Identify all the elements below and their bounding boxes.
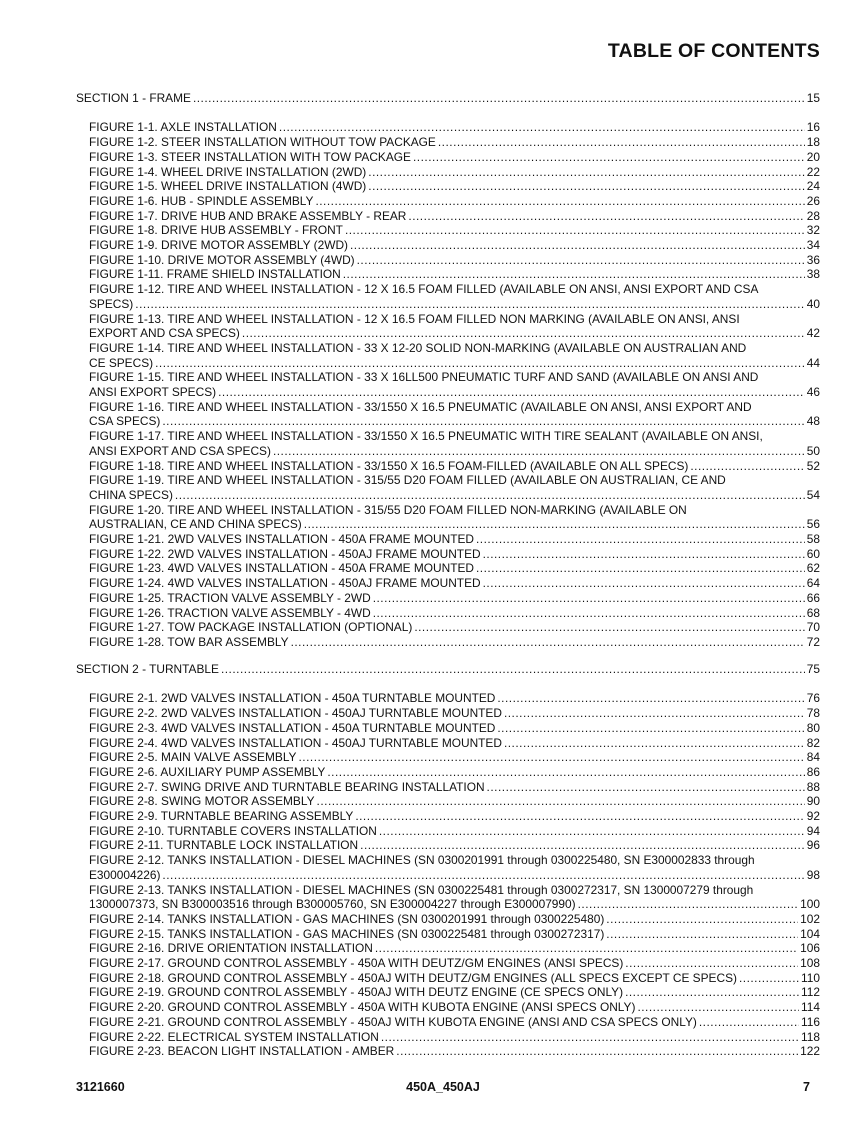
toc-entry[interactable] — [76, 1044, 820, 1059]
entry-continuation — [89, 326, 820, 341]
entry-page: 106 — [800, 941, 820, 956]
section-heading[interactable] — [76, 91, 820, 106]
entry-continuation — [89, 356, 820, 371]
entry-title: FIGURE 2-17. GROUND CONTROL ASSEMBLY - 450A WITH DEUTZ/GM ENGINES (ANSI SPECS) — [89, 956, 624, 971]
entry-page: 108 — [800, 956, 820, 971]
entry-page: 94 — [806, 823, 820, 838]
toc-entry[interactable] — [76, 721, 820, 736]
entry-title: FIGURE 1-16. TIRE AND WHEEL INSTALLATION - 33/1550 X 16.5 PNEUMATIC (AVAILABLE ON ANSI, ANSI EXPORT AND — [89, 399, 752, 414]
entry-title-cont: E300004226) — [89, 867, 161, 882]
entry-title: FIGURE 2-13. TANKS INSTALLATION - DIESEL MACHINES (SN 0300225481 through 0300272317, SN 1300007279 through — [89, 882, 754, 897]
leader-dots — [162, 868, 804, 883]
leader-dots — [625, 956, 798, 971]
toc-entry[interactable] — [76, 736, 820, 751]
leader-dots — [350, 238, 805, 253]
entry-title: FIGURE 2-19. GROUND CONTROL ASSEMBLY - 450AJ WITH DEUTZ ENGINE (CE SPECS ONLY) — [89, 985, 624, 1000]
leader-dots — [578, 897, 799, 912]
leader-dots — [373, 606, 805, 621]
entry-page: 98 — [806, 867, 820, 882]
leader-dots — [381, 1030, 799, 1045]
entry-page: 70 — [806, 620, 820, 635]
toc-entry[interactable] — [76, 150, 820, 165]
entry-page: 56 — [806, 517, 820, 532]
leader-dots — [345, 223, 805, 238]
leader-dots — [299, 750, 805, 765]
entry-title: FIGURE 1-12. TIRE AND WHEEL INSTALLATION - 12 X 16.5 FOAM FILLED (AVAILABLE ON ANSI, ANSI EXPORT AND CSA — [89, 282, 759, 297]
entry-title-cont: EXPORT AND CSA SPECS) — [89, 326, 240, 341]
entry-continuation — [89, 385, 820, 400]
entry-title: FIGURE 2-14. TANKS INSTALLATION - GAS MACHINES (SN 0300201991 through 0300225480) — [89, 911, 605, 926]
entry-title: FIGURE 1-20. TIRE AND WHEEL INSTALLATION - 315/55 D20 FOAM FILLED NON-MARKING (AVAILABLE ON — [89, 502, 687, 517]
leader-dots — [476, 532, 805, 547]
leader-dots — [379, 824, 805, 839]
entry-page: 24 — [806, 179, 820, 194]
entry-page: 114 — [801, 1000, 820, 1015]
entry-title: FIGURE 2-12. TANKS INSTALLATION - DIESEL MACHINES (SN 0300201991 through 0300225480, SN E300002833 through — [89, 853, 755, 868]
entry-page: 40 — [806, 296, 820, 311]
toc-entry[interactable] — [76, 473, 820, 502]
entry-page: 90 — [806, 794, 820, 809]
leader-dots — [414, 620, 804, 635]
entry-title: FIGURE 2-7. SWING DRIVE AND TURNTABLE BEARING INSTALLATION — [89, 779, 485, 794]
entry-title: FIGURE 2-21. GROUND CONTROL ASSEMBLY - 450AJ WITH KUBOTA ENGINE (ANSI AND CSA SPECS ONLY) — [89, 1014, 697, 1029]
entry-page: 44 — [806, 355, 820, 370]
entry-page: 112 — [801, 985, 820, 1000]
entry-title: FIGURE 1-11. FRAME SHIELD INSTALLATION — [89, 267, 341, 282]
toc-entry[interactable] — [76, 591, 820, 606]
leader-dots — [606, 927, 798, 942]
leader-dots — [315, 194, 804, 209]
entry-title: FIGURE 2-9. TURNTABLE BEARING ASSEMBLY — [89, 809, 354, 824]
leader-dots — [739, 971, 799, 986]
toc-entry[interactable] — [76, 179, 820, 194]
entry-page: 42 — [806, 326, 820, 341]
entry-continuation — [89, 414, 820, 429]
leader-dots — [317, 794, 805, 809]
entry-page: 80 — [806, 720, 820, 735]
entry-page: 36 — [806, 252, 820, 267]
leader-dots — [242, 326, 805, 341]
leader-dots — [273, 444, 805, 459]
entry-page: 62 — [806, 561, 820, 576]
entry-page: 16 — [806, 120, 820, 135]
entry-title: FIGURE 2-8. SWING MOTOR ASSEMBLY — [89, 794, 315, 809]
entry-title: FIGURE 2-6. AUXILIARY PUMP ASSEMBLY — [89, 764, 326, 779]
entry-title: FIGURE 1-3. STEER INSTALLATION WITH TOW PACKAGE — [89, 149, 411, 164]
entry-title: FIGURE 1-15. TIRE AND WHEEL INSTALLATION - 33 X 16LL500 PNEUMATIC TURF AND SAND (AVAILABLE ON ANSI AND — [89, 370, 759, 385]
toc-entry[interactable] — [76, 253, 820, 268]
leader-dots — [483, 576, 805, 591]
entry-page: 38 — [806, 267, 820, 282]
section-heading[interactable] — [76, 662, 820, 677]
entry-page: 34 — [806, 238, 820, 253]
toc-entry[interactable] — [76, 985, 820, 1000]
leader-dots — [487, 780, 805, 795]
toc-entry[interactable] — [76, 282, 820, 311]
entry-title: FIGURE 1-5. WHEEL DRIVE INSTALLATION (4WD) — [89, 179, 367, 194]
toc-entry[interactable] — [76, 429, 820, 458]
entry-title: FIGURE 1-21. 2WD VALVES INSTALLATION - 450A FRAME MOUNTED — [89, 532, 474, 547]
toc-entry[interactable] — [76, 532, 820, 547]
entry-page: 64 — [806, 576, 820, 591]
leader-dots — [637, 1000, 799, 1015]
leader-dots — [497, 721, 804, 736]
toc-entry[interactable] — [76, 561, 820, 576]
entry-page: 48 — [806, 414, 820, 429]
entry-page: 100 — [800, 897, 820, 912]
entry-page: 92 — [806, 809, 820, 824]
entry-title-cont: CHINA SPECS) — [89, 487, 173, 502]
toc-entry[interactable] — [76, 780, 820, 795]
leader-dots — [408, 209, 804, 224]
leader-dots — [175, 488, 805, 503]
entry-title: FIGURE 2-23. BEACON LIGHT INSTALLATION - AMBER — [89, 1044, 395, 1059]
leader-dots — [396, 1044, 798, 1059]
entry-title: FIGURE 1-19. TIRE AND WHEEL INSTALLATION - 315/55 D20 FOAM FILLED (AVAILABLE ON AUSTRALIAN, CE AND — [89, 473, 726, 488]
entry-continuation — [89, 488, 820, 503]
entry-page: 118 — [801, 1029, 820, 1044]
entry-title: FIGURE 1-18. TIRE AND WHEEL INSTALLATION - 33/1550 X 16.5 FOAM-FILLED (AVAILABLE ON ALL SPECS) — [89, 458, 689, 473]
entry-title-cont: AUSTRALIAN, CE AND CHINA SPECS) — [89, 517, 302, 532]
entry-title: FIGURE 1-2. STEER INSTALLATION WITHOUT TOW PACKAGE — [89, 135, 436, 150]
section-page: 75 — [806, 662, 820, 676]
toc-entry[interactable] — [76, 370, 820, 399]
toc-entry[interactable] — [76, 267, 820, 282]
entry-title: FIGURE 1-25. TRACTION VALVE ASSEMBLY - 2WD — [89, 590, 371, 605]
model-name: 450A_450AJ — [406, 1080, 480, 1094]
entry-title: FIGURE 2-22. ELECTRICAL SYSTEM INSTALLATION — [89, 1029, 379, 1044]
leader-dots — [357, 253, 805, 268]
entry-page: 86 — [806, 764, 820, 779]
leader-dots — [327, 765, 804, 780]
entry-page: 20 — [806, 149, 820, 164]
entry-page: 60 — [806, 546, 820, 561]
toc-entry[interactable] — [76, 706, 820, 721]
section-title: SECTION 2 - TURNTABLE — [76, 662, 219, 676]
entry-page: 84 — [806, 750, 820, 765]
leader-dots — [497, 691, 804, 706]
entry-continuation — [89, 444, 820, 459]
leader-dots — [360, 838, 805, 853]
entry-page: 46 — [806, 385, 820, 400]
entry-title: FIGURE 1-22. 2WD VALVES INSTALLATION - 450AJ FRAME MOUNTED — [89, 546, 481, 561]
leader-dots — [699, 1015, 799, 1030]
entry-page: 122 — [800, 1044, 820, 1059]
entry-continuation — [89, 517, 820, 532]
entry-title: FIGURE 2-11. TURNTABLE LOCK INSTALLATION — [89, 838, 359, 853]
toc-section-1 — [76, 91, 820, 650]
section-title: SECTION 1 - FRAME — [76, 91, 191, 105]
entry-title: FIGURE 1-24. 4WD VALVES INSTALLATION - 450AJ FRAME MOUNTED — [89, 576, 481, 591]
leader-dots — [218, 385, 805, 400]
leader-dots — [504, 706, 805, 721]
entry-page: 32 — [806, 223, 820, 238]
leader-dots — [413, 150, 805, 165]
entry-title: FIGURE 1-7. DRIVE HUB AND BRAKE ASSEMBLY - REAR — [89, 208, 407, 223]
toc-entry[interactable] — [76, 312, 820, 341]
toc-entry[interactable] — [76, 223, 820, 238]
toc-entry[interactable] — [76, 165, 820, 180]
toc-entry[interactable] — [76, 238, 820, 253]
document-number: 3121660 — [76, 1080, 125, 1094]
toc-entry[interactable] — [76, 620, 820, 635]
entry-page: 102 — [800, 911, 820, 926]
toc-entry[interactable] — [76, 400, 820, 429]
toc-entry[interactable] — [76, 1030, 820, 1045]
section-page: 15 — [806, 91, 820, 105]
toc-entry[interactable] — [76, 120, 820, 135]
entry-title: FIGURE 1-4. WHEEL DRIVE INSTALLATION (2WD) — [89, 164, 367, 179]
toc-entry[interactable] — [76, 1000, 820, 1015]
entry-title: FIGURE 1-6. HUB - SPINDLE ASSEMBLY — [89, 193, 314, 208]
toc-entry[interactable] — [76, 606, 820, 621]
entry-title: FIGURE 1-27. TOW PACKAGE INSTALLATION (OPTIONAL) — [89, 620, 413, 635]
toc-entry[interactable] — [76, 1015, 820, 1030]
entry-page: 68 — [806, 605, 820, 620]
page-title: TABLE OF CONTENTS — [607, 40, 820, 62]
toc-entry[interactable] — [76, 883, 820, 912]
entry-title: FIGURE 2-2. 2WD VALVES INSTALLATION - 450AJ TURNTABLE MOUNTED — [89, 706, 502, 721]
entry-title-cont: ANSI EXPORT AND CSA SPECS) — [89, 443, 271, 458]
entry-title-cont: ANSI EXPORT SPECS) — [89, 385, 217, 400]
entry-title: FIGURE 2-10. TURNTABLE COVERS INSTALLATION — [89, 823, 377, 838]
entry-page: 22 — [806, 164, 820, 179]
entry-page: 50 — [806, 443, 820, 458]
toc-entry[interactable] — [76, 765, 820, 780]
toc-entry[interactable] — [76, 927, 820, 942]
entry-title: FIGURE 1-13. TIRE AND WHEEL INSTALLATION - 12 X 16.5 FOAM FILLED NON MARKING (AVAILABLE ON ANSI, ANSI — [89, 311, 740, 326]
leader-dots — [279, 120, 805, 135]
entry-page: 28 — [806, 208, 820, 223]
entry-title: FIGURE 1-8. DRIVE HUB ASSEMBLY - FRONT — [89, 223, 343, 238]
leader-dots — [343, 267, 805, 282]
entry-title: FIGURE 2-15. TANKS INSTALLATION - GAS MACHINES (SN 0300225481 through 0300272317) — [89, 926, 605, 941]
leader-dots — [625, 985, 799, 1000]
entry-title-cont: SPECS) — [89, 296, 134, 311]
toc-entry[interactable] — [76, 135, 820, 150]
leader-dots — [162, 414, 804, 429]
toc-entry[interactable] — [76, 941, 820, 956]
entry-page: 72 — [806, 635, 820, 649]
entry-continuation — [89, 868, 820, 883]
leader-dots — [368, 165, 805, 180]
entry-page: 110 — [801, 970, 820, 985]
entry-continuation — [89, 897, 820, 912]
entry-title: FIGURE 1-23. 4WD VALVES INSTALLATION - 450A FRAME MOUNTED — [89, 561, 474, 576]
entry-title: FIGURE 2-4. 4WD VALVES INSTALLATION - 450AJ TURNTABLE MOUNTED — [89, 735, 502, 750]
entry-page: 82 — [806, 735, 820, 750]
toc-entry[interactable] — [76, 691, 820, 706]
entry-title: FIGURE 1-26. TRACTION VALVE ASSEMBLY - 4WD — [89, 605, 371, 620]
entry-continuation — [89, 297, 820, 312]
entry-title: FIGURE 2-5. MAIN VALVE ASSEMBLY — [89, 750, 297, 765]
leader-dots — [438, 135, 805, 150]
leader-dots — [690, 459, 804, 474]
entry-page: 26 — [806, 193, 820, 208]
leader-dots — [135, 297, 804, 312]
toc-entry[interactable] — [76, 838, 820, 853]
entry-title-cont: 1300007373, SN B300003516 through B300005760, SN E300004227 through E300007990) — [89, 897, 576, 912]
entry-page: 18 — [806, 135, 820, 150]
entry-title: FIGURE 2-1. 2WD VALVES INSTALLATION - 450A TURNTABLE MOUNTED — [89, 691, 496, 706]
leader-dots — [291, 635, 805, 650]
leader-dots — [375, 941, 798, 956]
leader-dots — [193, 91, 805, 106]
toc-entry[interactable] — [76, 576, 820, 591]
leader-dots — [606, 912, 798, 927]
leader-dots — [373, 591, 805, 606]
entry-title: FIGURE 2-20. GROUND CONTROL ASSEMBLY - 450A WITH KUBOTA ENGINE (ANSI SPECS ONLY) — [89, 1000, 636, 1015]
leader-dots — [304, 517, 805, 532]
toc-entry[interactable] — [76, 459, 820, 474]
entry-page: 66 — [806, 590, 820, 605]
entry-page: 104 — [800, 926, 820, 941]
entry-title: FIGURE 2-3. 4WD VALVES INSTALLATION - 450A TURNTABLE MOUNTED — [89, 720, 496, 735]
entry-title: FIGURE 1-10. DRIVE MOTOR ASSEMBLY (4WD) — [89, 252, 355, 267]
page-number: 7 — [803, 1080, 810, 1094]
leader-dots — [221, 662, 805, 677]
entry-title: FIGURE 2-18. GROUND CONTROL ASSEMBLY - 450AJ WITH DEUTZ/GM ENGINES (ALL SPECS EXCEPT CE SPECS) — [89, 970, 737, 985]
entry-title: FIGURE 2-16. DRIVE ORIENTATION INSTALLATION — [89, 941, 373, 956]
toc-entry[interactable] — [76, 956, 820, 971]
toc-entry[interactable] — [76, 194, 820, 209]
entry-title: FIGURE 1-17. TIRE AND WHEEL INSTALLATION - 33/1550 X 16.5 PNEUMATIC WITH TIRE SEALANT (AVAILABLE ON ANSI, — [89, 429, 763, 444]
leader-dots — [368, 179, 805, 194]
toc-entry[interactable] — [76, 209, 820, 224]
entry-page: 116 — [801, 1014, 820, 1029]
entry-page: 78 — [806, 706, 820, 721]
entry-title: FIGURE 1-9. DRIVE MOTOR ASSEMBLY (2WD) — [89, 238, 348, 253]
toc-entry[interactable] — [76, 547, 820, 562]
entry-page: 54 — [806, 487, 820, 502]
entry-page: 88 — [806, 779, 820, 794]
entry-title: FIGURE 1-14. TIRE AND WHEEL INSTALLATION - 33 X 12-20 SOLID NON-MARKING (AVAILABLE ON AUSTRALIAN AND — [89, 340, 747, 355]
toc-entry[interactable] — [76, 341, 820, 370]
entry-page: 58 — [806, 532, 820, 547]
leader-dots — [504, 736, 805, 751]
toc-entry[interactable] — [76, 750, 820, 765]
toc-entry[interactable] — [76, 853, 820, 882]
entry-page: 76 — [806, 691, 820, 706]
entry-title: FIGURE 1-28. TOW BAR ASSEMBLY — [89, 635, 289, 649]
entry-title-cont: CE SPECS) — [89, 355, 154, 370]
entry-page: 96 — [806, 838, 820, 853]
entry-page: 52 — [806, 458, 820, 473]
toc-entry[interactable] — [76, 794, 820, 809]
toc-entry[interactable] — [76, 635, 820, 650]
entry-title: FIGURE 1-1. AXLE INSTALLATION — [89, 120, 277, 135]
leader-dots — [155, 356, 805, 371]
toc-entry[interactable] — [76, 824, 820, 839]
entry-title-cont: CSA SPECS) — [89, 414, 161, 429]
toc-entry[interactable] — [76, 503, 820, 532]
leader-dots — [355, 809, 804, 824]
leader-dots — [483, 547, 805, 562]
toc-entry[interactable] — [76, 809, 820, 824]
toc-entry[interactable] — [76, 912, 820, 927]
toc-entry[interactable] — [76, 971, 820, 986]
toc-section-2 — [76, 662, 820, 1059]
leader-dots — [476, 561, 805, 576]
